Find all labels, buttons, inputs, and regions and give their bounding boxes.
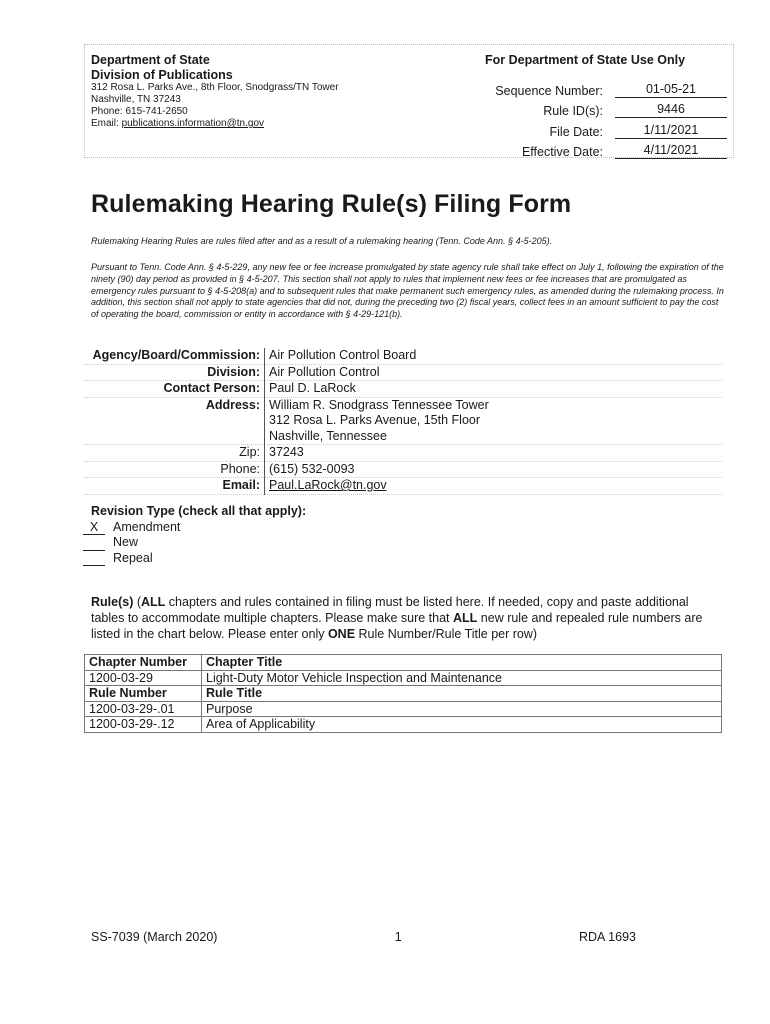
rule-title-cell[interactable]: Area of Applicability — [202, 717, 722, 733]
email-prefix: Email: — [91, 118, 122, 129]
file-date-value: 1/11/2021 — [615, 122, 727, 139]
agency-value: Air Pollution Control Board — [265, 348, 723, 364]
contact-row — [84, 381, 722, 398]
zip-value: 37243 — [265, 445, 723, 462]
state-use-title: For Department of State Use Only — [485, 53, 686, 67]
revision-check-field[interactable] — [83, 550, 105, 551]
contact-value: Paul D. LaRock — [265, 381, 723, 398]
meta-label: Sequence Number: — [495, 83, 603, 98]
rule-id-row — [485, 98, 727, 119]
form-id: SS-7039 (March 2020) — [91, 930, 218, 944]
rule-id-value: 9446 — [615, 101, 727, 118]
address-line: Nashville, Tennessee — [269, 428, 387, 443]
rules-instructions — [91, 594, 723, 642]
instruction-text: chapters and rules contained in filing must be listed here. If needed, copy and paste additional tables to accommodate multiple chapters. Please make sure that — [91, 595, 689, 625]
sequence-number-row — [485, 77, 727, 98]
page-number: 1 — [394, 930, 402, 944]
instruction-bold: ONE — [327, 627, 356, 641]
instruction-bold: Rule(s) — [91, 595, 134, 609]
chapter-title-cell[interactable]: Light-Duty Motor Vehicle Inspection and Maintenance — [202, 670, 722, 686]
dept-city: Nashville, TN 37243 — [91, 94, 181, 105]
instruction-bold: ALL — [141, 595, 166, 609]
meta-label: Effective Date: — [521, 145, 603, 159]
agency-row — [84, 348, 722, 364]
rule-title-header: Rule Title — [202, 686, 722, 702]
table-row — [85, 717, 722, 733]
header-box — [84, 44, 734, 158]
phone-row — [84, 461, 722, 478]
rule-number-cell[interactable]: 1200-03-29-.12 — [85, 717, 202, 733]
meta-label: File Date: — [549, 124, 603, 139]
address-line: 312 Rosa L. Parks Avenue, 15th Floor — [269, 413, 481, 427]
rule-header-row — [85, 686, 722, 702]
contact-email-link[interactable]: Paul.LaRock@tn.gov — [269, 478, 387, 492]
division-value: Air Pollution Control — [265, 364, 723, 381]
revision-option-label: Repeal — [113, 550, 153, 565]
revision-option-new[interactable] — [91, 535, 306, 551]
table-row — [85, 701, 722, 717]
chapter-title-header: Chapter Title — [202, 655, 722, 671]
address-row — [84, 397, 722, 445]
dept-email-line — [91, 118, 339, 130]
revision-type-section — [91, 504, 306, 566]
division-row — [84, 364, 722, 381]
revision-check-field[interactable]: X — [83, 521, 105, 535]
effective-date-row — [485, 139, 727, 160]
email-label: Email: — [84, 478, 265, 495]
page-title: Rulemaking Hearing Rule(s) Filing Form — [91, 190, 572, 218]
meta-label: Rule ID(s): — [543, 104, 603, 118]
chapter-header-row — [85, 655, 722, 671]
file-date-row — [485, 118, 727, 139]
agency-label: Agency/Board/Commission: — [84, 348, 265, 364]
revision-option-label: New — [113, 535, 139, 549]
revision-option-repeal[interactable] — [91, 551, 306, 567]
department-info — [91, 53, 339, 130]
rule-number-header: Rule Number — [85, 686, 202, 702]
revision-heading: Revision Type (check all that apply): — [91, 504, 307, 518]
sequence-number-value: 01-05-21 — [615, 81, 727, 98]
instruction-bold: ALL — [453, 611, 478, 625]
state-use-fields — [485, 77, 727, 159]
zip-row — [84, 445, 722, 462]
instruction-text: new rule and repealed rule numbers are listed in the chart below. Please enter only — [91, 611, 703, 641]
chapter-number-header: Chapter Number — [85, 655, 202, 671]
revision-check-field[interactable] — [83, 565, 105, 566]
revision-option-amendment[interactable] — [91, 520, 306, 536]
contact-label: Contact Person: — [84, 381, 265, 398]
dept-email-link[interactable]: publications.information@tn.gov — [121, 118, 265, 129]
chapter-rules-table — [84, 654, 722, 733]
revision-option-label: Amendment — [113, 519, 181, 534]
intro-note: Rulemaking Hearing Rules are rules filed after and as a result of a rulemaking hearing (Tenn. Code Ann. § 4-5-205). — [91, 236, 553, 246]
email-row — [84, 478, 722, 495]
email-value — [265, 478, 723, 495]
fee-note: Pursuant to Tenn. Code Ann. § 4-5-229, any new fee or fee increase promulgated by state agency rule shall take effect on July 1, following the expiration of the ninety (90) day period as provided in § 4-5-207. This section shall not apply to rules that implement new fees or fee increases that are promulgated as emergency rules pursuant to § 4-5-208(a) and to subsequent rules that make permanent such emergency rules, as amended during the rulemaking process. In addition, this section shall not apply to state agencies that did not, during the preceding two (2) fiscal years, collect fees in an amount sufficient to pay the cost of operating the board, commission or entity in accordance with § 4-29-121(b). — [91, 262, 724, 320]
division-label: Division: — [84, 364, 265, 381]
agency-table — [84, 348, 722, 495]
address-line: William R. Snodgrass Tennessee Tower — [269, 397, 489, 412]
dept-address: 312 Rosa L. Parks Ave., 8th Floor, Snodgrass/TN Tower — [91, 82, 339, 93]
address-value — [265, 397, 723, 445]
instruction-text: Rule Number/Rule Title per row) — [355, 627, 538, 641]
address-label: Address: — [84, 397, 265, 445]
division-name: Division of Publications — [91, 67, 233, 82]
phone-label: Phone: — [84, 461, 265, 478]
rda-number: RDA 1693 — [579, 930, 636, 944]
dept-name: Department of State — [91, 53, 210, 67]
phone-value: (615) 532-0093 — [265, 461, 723, 478]
page-footer — [91, 930, 636, 944]
effective-date-value: 4/11/2021 — [615, 142, 727, 159]
rule-number-cell[interactable]: 1200-03-29-.01 — [85, 701, 202, 717]
zip-label: Zip: — [84, 445, 265, 462]
rule-title-cell[interactable]: Purpose — [202, 701, 722, 717]
chapter-row — [85, 670, 722, 686]
instruction-text: ( — [133, 595, 142, 609]
dept-phone: Phone: 615-741-2650 — [91, 106, 188, 117]
chapter-number-cell[interactable]: 1200-03-29 — [85, 670, 202, 686]
